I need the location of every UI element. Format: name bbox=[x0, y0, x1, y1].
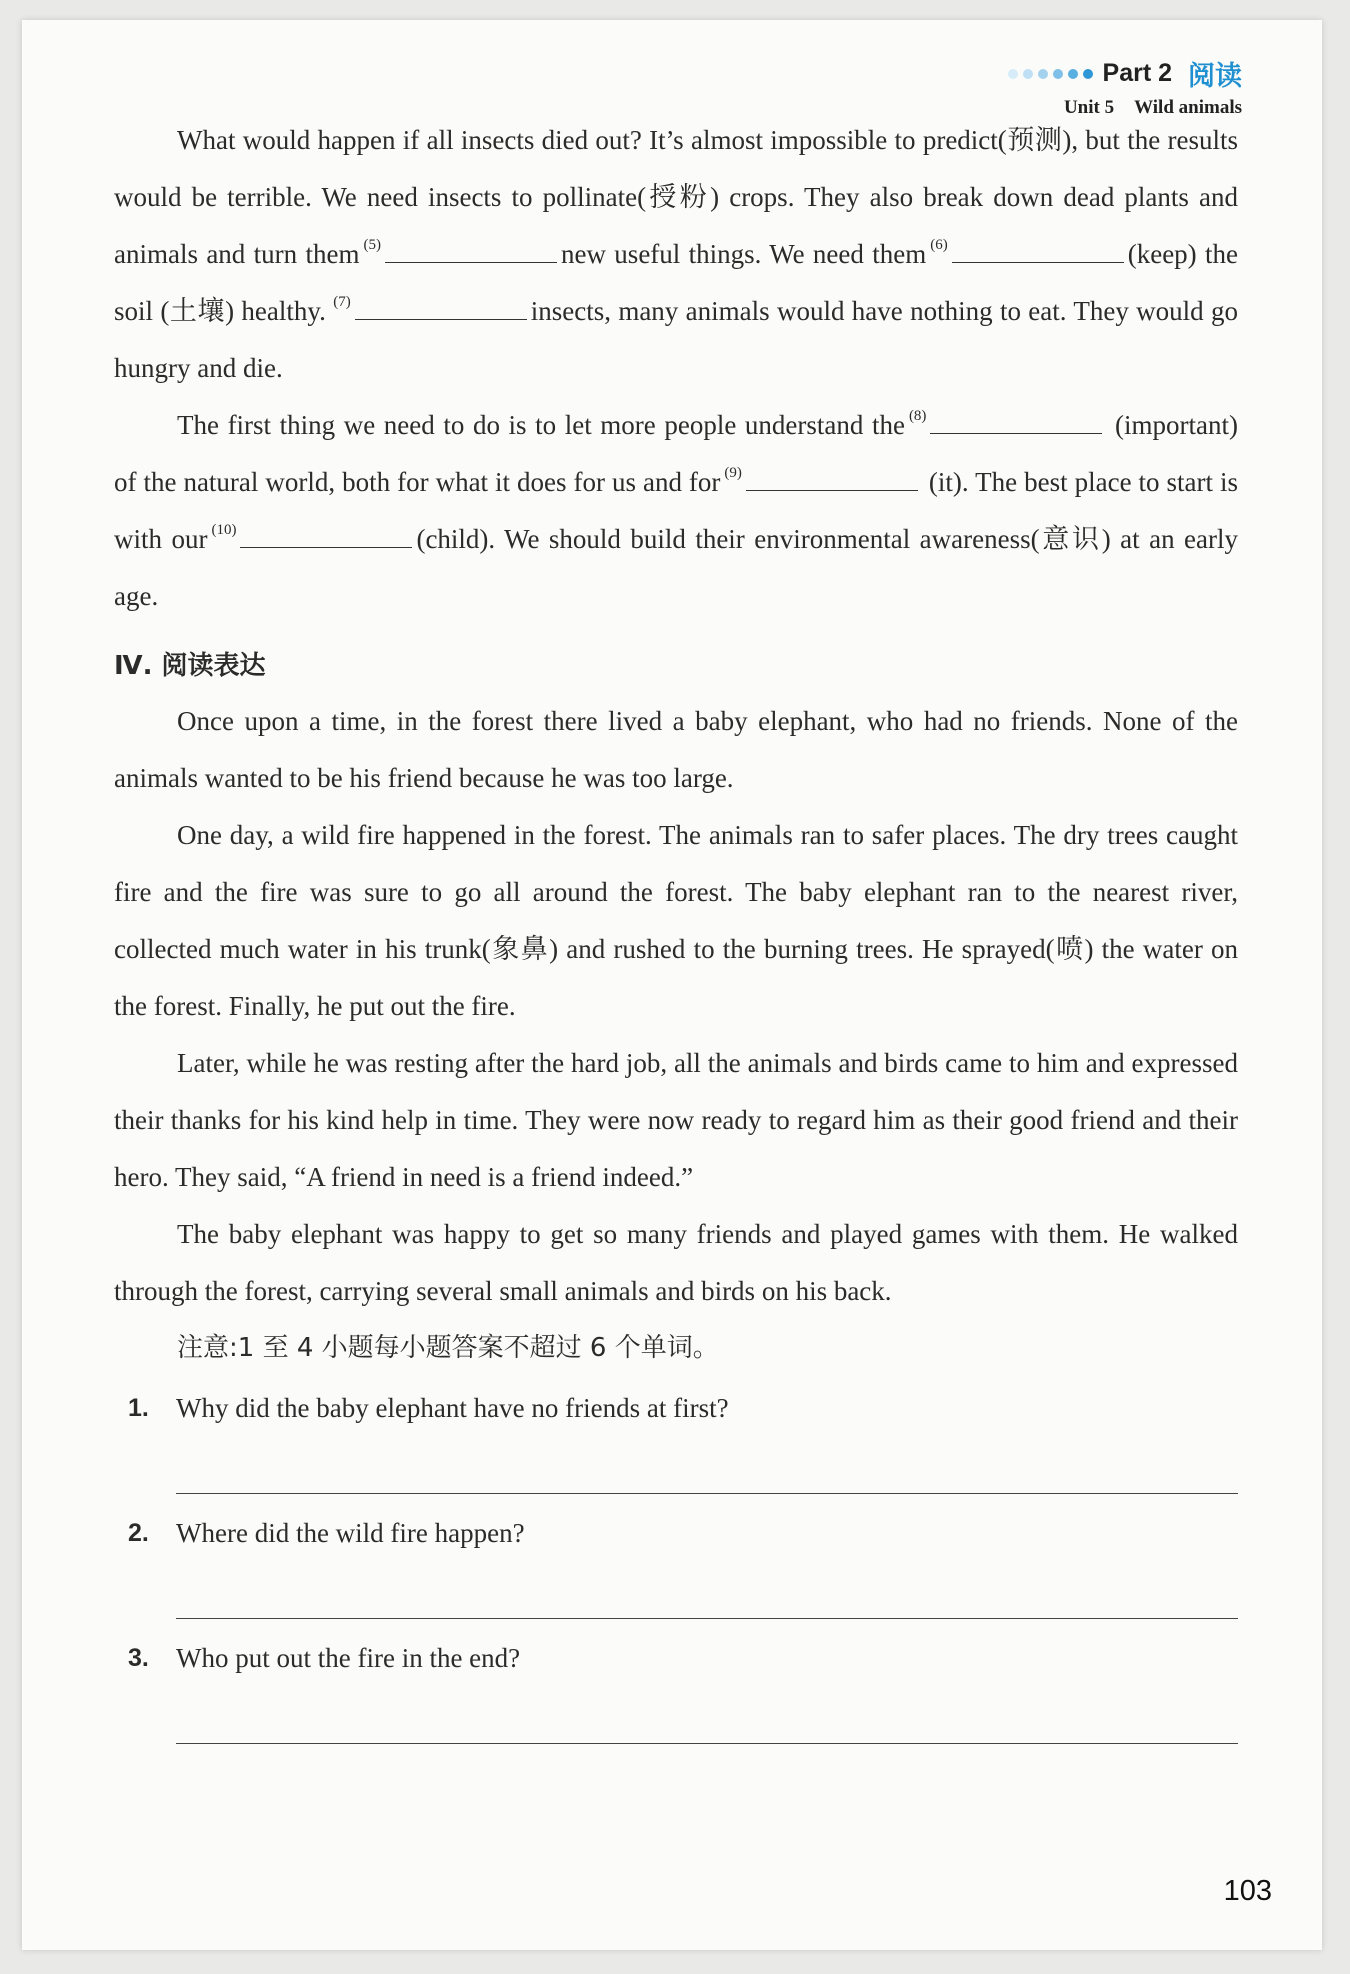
blank-number-6: (6) bbox=[930, 237, 948, 253]
question-3 bbox=[114, 1631, 1238, 1744]
section-title: Ⅳ. 阅读表达 bbox=[114, 651, 266, 681]
answer-line[interactable] bbox=[176, 1435, 1238, 1494]
question-text: Why did the baby elephant have no friends at first? bbox=[176, 1393, 729, 1423]
text-segment: The first thing we need to do is to let more people understand the bbox=[177, 410, 905, 440]
page-header bbox=[1008, 54, 1242, 119]
text-segment: (important) of the natural world, both for what it does for us and for bbox=[114, 410, 1238, 497]
blank-number-7: (7) bbox=[333, 294, 351, 310]
question-text: Where did the wild fire happen? bbox=[176, 1518, 525, 1548]
text-segment: insects, many animals would have nothing to eat. They would go hungry and die. bbox=[114, 296, 1238, 383]
story-paragraph-2: One day, a wild fire happened in the forest. The animals ran to safer places. The dry trees caught fire and the fire was sure to go all around the forest. The baby elephant ran to the nearest river, collected much water in his trunk(象鼻) and rushed to the burning trees. He sprayed(喷) the water on the forest. Finally, he put out the fire. bbox=[114, 820, 1238, 1021]
blank-number-9: (9) bbox=[724, 465, 742, 481]
story-paragraph-1: Once upon a time, in the forest there lived a baby elephant, who had no friends. None of the animals wanted to be his friend because he was too large. bbox=[114, 706, 1238, 793]
passage-paragraph-1 bbox=[114, 112, 1238, 397]
text-segment: new useful things. We need them bbox=[560, 239, 927, 269]
page-content bbox=[114, 112, 1238, 1756]
blank-number-8: (8) bbox=[908, 408, 927, 424]
story-paragraph-4: The baby elephant was happy to get so many friends and played games with them. He walked through the forest, carrying several small animals and birds on his back. bbox=[114, 1219, 1238, 1306]
question-number: 1. bbox=[128, 1394, 149, 1422]
answer-line[interactable] bbox=[176, 1560, 1238, 1619]
dot bbox=[1023, 69, 1033, 79]
part-label: Part 2 bbox=[1102, 59, 1172, 87]
dot bbox=[1068, 69, 1078, 79]
question-1 bbox=[114, 1381, 1238, 1494]
unit-label: Unit 5 bbox=[1063, 97, 1115, 118]
dot bbox=[1053, 69, 1063, 79]
blank-8[interactable] bbox=[930, 405, 1102, 434]
answer-line[interactable] bbox=[176, 1685, 1238, 1744]
part-cn-label: 阅读 bbox=[1188, 61, 1242, 92]
unit-title: Wild animals bbox=[1134, 97, 1242, 118]
dot bbox=[1038, 69, 1048, 79]
question-number: 2. bbox=[128, 1519, 149, 1547]
story-paragraph-3: Later, while he was resting after the hard job, all the animals and birds came to him and expressed their thanks for his kind help in time. They were now ready to regard him as their good friend and their hero. They said, “A friend in need is a friend indeed.” bbox=[114, 1048, 1238, 1192]
workbook-page bbox=[22, 20, 1322, 1950]
blank-9[interactable] bbox=[746, 462, 918, 491]
dot bbox=[1008, 69, 1018, 79]
text-segment: What would happen if all insects died out? It’s almost impossible to predict(预测), but the results would be terrible. We need insects to pollinate(授粉) crops. They also break down dead plants and animals and turn them bbox=[114, 125, 1238, 269]
passage-paragraph-2 bbox=[114, 397, 1238, 625]
blank-7[interactable] bbox=[355, 291, 527, 320]
blank-10[interactable] bbox=[240, 519, 412, 548]
decorative-dots bbox=[1008, 69, 1093, 79]
text-segment: (child). We should build their environmental awareness(意识) at an early age. bbox=[114, 524, 1238, 611]
question-number: 3. bbox=[128, 1644, 149, 1672]
instruction-note: 注意:1 至 4 小题每小题答案不超过 6 个单词。 bbox=[177, 1333, 719, 1363]
text-segment: (it). The best place to start is with our bbox=[114, 467, 1238, 554]
question-2 bbox=[114, 1506, 1238, 1619]
page-number: 103 bbox=[1223, 1875, 1272, 1907]
text-segment: (keep) the soil (土壤) healthy. bbox=[114, 239, 1238, 326]
question-text: Who put out the fire in the end? bbox=[176, 1643, 521, 1673]
dot bbox=[1083, 69, 1093, 79]
blank-number-10: (10) bbox=[211, 522, 237, 538]
blank-5[interactable] bbox=[385, 234, 557, 263]
blank-number-5: (5) bbox=[363, 237, 381, 253]
blank-6[interactable] bbox=[952, 234, 1124, 263]
